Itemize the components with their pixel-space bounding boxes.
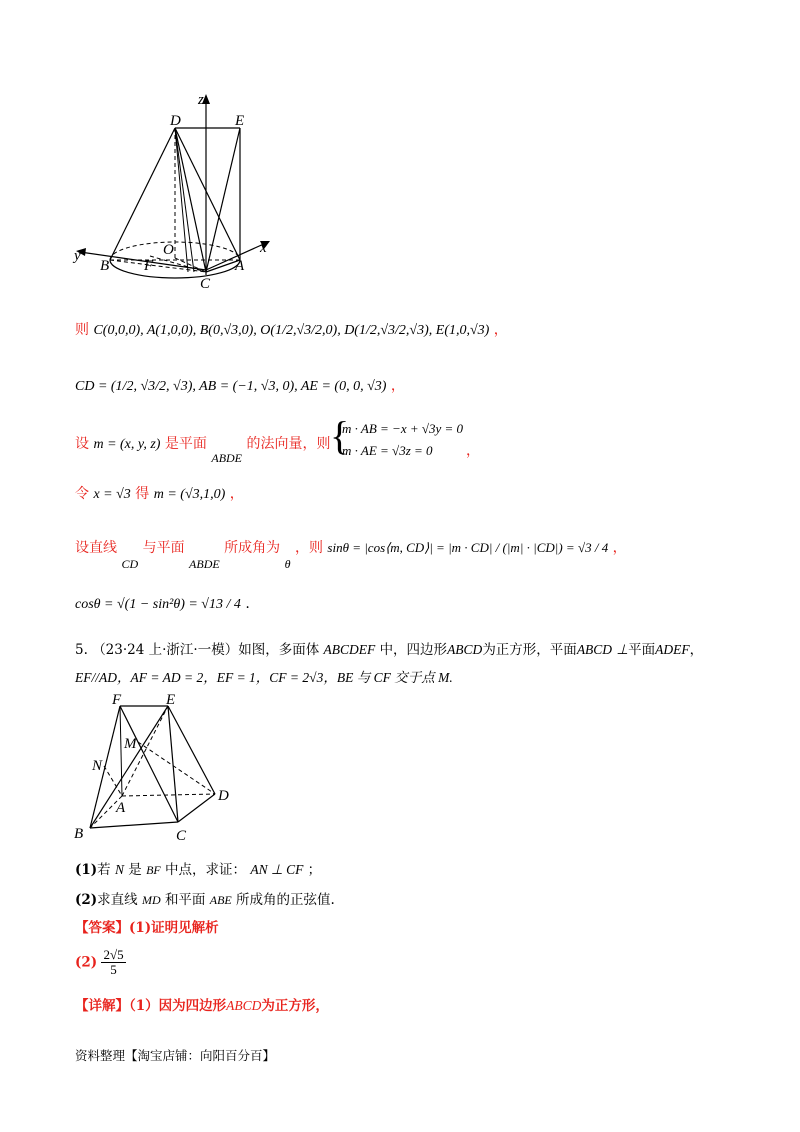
fig2-label-e: E <box>166 692 176 708</box>
vectors-suffix: ， <box>390 378 405 394</box>
problem5-text4: 平面 <box>628 642 656 658</box>
angle-p1: 设直线 <box>75 540 117 556</box>
problem5-line1 <box>75 640 703 660</box>
vectors-text: CD = (1/2, √3/2, √3), AB = (−1, √3, 0), AE = (0, 0, √3) <box>75 379 387 394</box>
problem5-text5: ， <box>689 642 704 658</box>
coordinates-text: C(0,0,0), A(1,0,0), B(0,√3,0), O(1/2,√3/2,0), D(1/2,√3/2,√3), E(1,0,√3) <box>93 323 490 338</box>
vectors-line <box>75 376 405 397</box>
fig1-label-e: E <box>235 113 245 129</box>
let-x: x = √3 <box>93 487 131 502</box>
normal-p2: 是平面 <box>164 436 207 452</box>
q2-md: MD <box>141 893 161 907</box>
problem5-poly: ABCDEF <box>323 642 376 657</box>
answer-line <box>75 918 219 938</box>
answer-1: (1)证明见解析 <box>129 920 219 936</box>
q2-text3: 所成角的正弦值. <box>236 892 335 908</box>
let-suffix: ， <box>229 486 244 502</box>
normal-plane: ABDE <box>211 451 243 465</box>
problem5-line2 <box>75 668 453 688</box>
problem5-p1: ABCD <box>576 642 613 657</box>
system-brace: { <box>330 413 350 458</box>
angle-line <box>75 538 627 571</box>
q1-suffix: ； <box>307 862 322 878</box>
normal-vector-line <box>75 434 331 465</box>
q1-bf: BF <box>146 863 161 877</box>
coordinates-suffix: ， <box>493 322 508 338</box>
problem5-p2: ADEF <box>655 642 690 657</box>
problem5-text1: 如图，多面体 <box>238 642 320 658</box>
fig1-label-f: F <box>144 258 154 274</box>
angle-p4: ，则 <box>294 540 323 556</box>
angle-p2: 与平面 <box>142 540 185 556</box>
angle-cd: CD <box>121 557 139 571</box>
problem5-text2: 中，四边形 <box>379 642 448 658</box>
q2-label: (2) <box>75 892 98 908</box>
q1-claim: AN ⊥ CF <box>250 862 304 877</box>
fig2-label-c: C <box>176 828 187 844</box>
answer-bracket: 【答案】 <box>75 920 129 936</box>
angle-theta: θ <box>284 557 291 571</box>
fig2-label-f: F <box>112 692 122 708</box>
answer-2-numerator: 2√5 <box>103 947 124 962</box>
detail-text: （1）因为四边形 <box>129 998 227 1014</box>
angle-p3: 所成角为 <box>224 540 281 556</box>
q2-text1: 求直线 <box>97 892 138 908</box>
detail-line <box>75 996 329 1016</box>
let-p2: 得 <box>135 486 150 502</box>
cos-text: cosθ = √(1 − sin²θ) = √13 / 4 <box>75 597 241 612</box>
angle-suffix: ， <box>612 540 627 556</box>
fig1-label-y: y <box>74 248 81 264</box>
problem5-perp: ⊥ <box>616 642 629 657</box>
problem5-sq: ABCD <box>447 642 483 657</box>
problem5-number: 5. <box>75 642 88 658</box>
coordinates-prefix: 则 <box>75 322 89 338</box>
system-eq1: m · AB = −x + √3y = 0 <box>342 421 464 436</box>
question-1 <box>75 860 321 880</box>
problem5-text3: 为正方形，平面 <box>482 642 577 658</box>
fig2-label-n: N <box>92 758 103 774</box>
problem5-conditions: EF//AD，AF = AD = 2，EF = 1，CF = 2√3，BE 与 CF 交于点 M. <box>75 670 453 685</box>
fig2-label-m: M <box>124 736 137 752</box>
angle-expr: sinθ = |cos⟨m, CD⟩| = |m · CD| / (|m| · |CD|) = √3 / 4 <box>327 540 609 555</box>
q1-n: N <box>114 862 124 877</box>
cos-line <box>75 594 250 615</box>
answer-2-label: (2) <box>75 954 98 971</box>
fig1-label-o: O <box>163 242 174 258</box>
fig1-label-x: x <box>260 240 267 256</box>
fig1-label-a: A <box>235 258 245 274</box>
q2-text2: 和平面 <box>164 892 206 908</box>
q1-label: (1) <box>75 862 98 878</box>
q1-text3: 中点，求证： <box>165 862 247 878</box>
normal-suffix: ， <box>466 443 480 459</box>
fig1-label-b: B <box>100 258 110 274</box>
fig2-label-b: B <box>74 826 84 842</box>
let-p1: 令 <box>75 486 89 502</box>
normal-p3: 的法向量，则 <box>246 436 331 452</box>
fig1-label-z: z <box>198 92 204 108</box>
question-2 <box>75 890 335 910</box>
answer-2-denominator: 5 <box>110 962 117 977</box>
fig1-label-d: D <box>170 113 181 129</box>
figure-cone-diagram <box>70 90 280 290</box>
angle-plane: ABDE <box>189 557 220 571</box>
system-eq2: m · AE = √3z = 0 <box>342 443 433 458</box>
cos-suffix: . <box>245 596 250 612</box>
fig1-label-c: C <box>200 276 211 290</box>
detail-text2: 为正方形， <box>261 998 329 1014</box>
let-x-line <box>75 484 244 505</box>
q1-text2: 是 <box>128 862 142 878</box>
q2-abe: ABE <box>209 893 232 907</box>
q1-text1: 若 <box>97 862 111 878</box>
detail-bracket: 【详解】 <box>75 998 129 1014</box>
normal-m: m = (x, y, z) <box>93 437 161 452</box>
problem5-source: （23·24 上·浙江·一模） <box>92 642 239 658</box>
answer-2 <box>75 948 126 977</box>
fig2-label-a: A <box>116 800 126 816</box>
figure-polyhedron-diagram <box>70 690 250 850</box>
answer-2-fraction <box>101 948 125 977</box>
let-m: m = (√3,1,0) <box>153 487 226 502</box>
normal-p1: 设 <box>75 436 89 452</box>
detail-sq: ABCD <box>226 998 262 1013</box>
footer-credit: 资料整理【淘宝店铺：向阳百分百】 <box>75 1048 276 1063</box>
fig2-label-d: D <box>218 788 229 804</box>
coordinates-line <box>75 320 508 341</box>
